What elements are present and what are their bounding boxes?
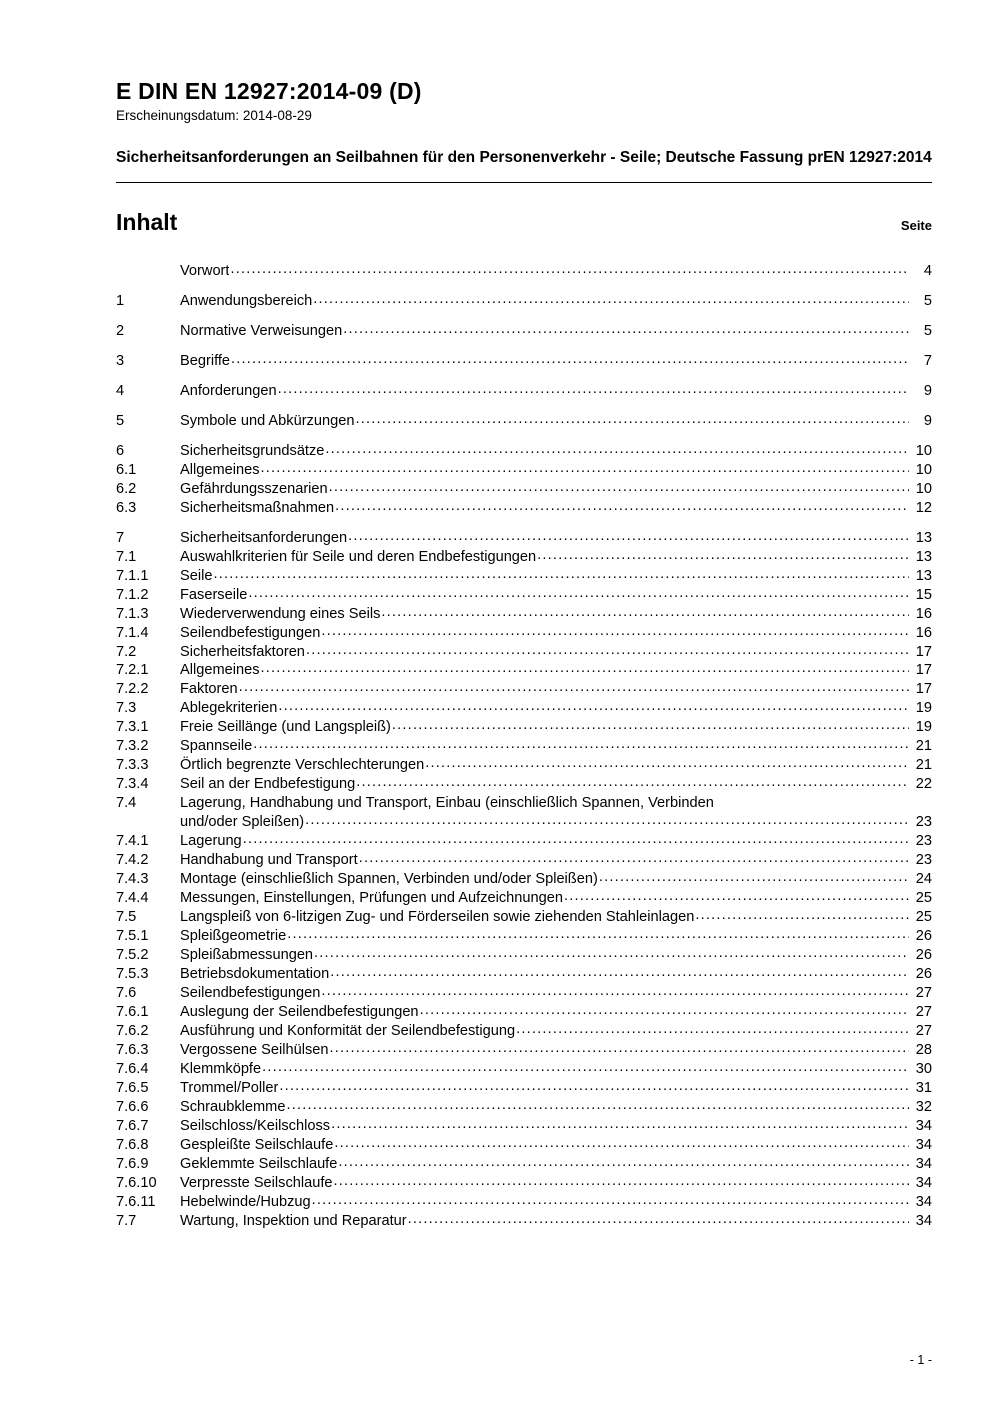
- toc-entry-page: 9: [923, 412, 932, 429]
- toc-entry-number: 3: [116, 352, 125, 369]
- toc-entry-page: 27: [915, 1022, 932, 1039]
- toc-entry-number: 7.6.7: [116, 1117, 149, 1134]
- toc-entry-label: Allgemeines: [180, 662, 260, 679]
- toc-entry-page: 34: [915, 1136, 932, 1153]
- toc-entry-page: 28: [915, 1041, 932, 1058]
- toc-entry-page: 21: [915, 757, 932, 774]
- toc-leader-dots: [262, 1058, 909, 1077]
- toc-entry-page: 13: [915, 548, 932, 565]
- toc-entry-number: 7.6.2: [116, 1022, 149, 1039]
- toc-leader-dots: [599, 868, 909, 887]
- toc-entry-label: Sicherheitsanforderungen: [180, 529, 348, 546]
- toc-leader-dots: [334, 1134, 909, 1153]
- toc-leader-dots: [239, 678, 909, 697]
- toc-leader-dots: [321, 622, 909, 641]
- toc-entry[interactable]: [116, 775, 932, 794]
- toc-entry-number: 7.6.6: [116, 1098, 149, 1115]
- toc-entry-label: Wartung, Inspektion und Reparatur: [180, 1212, 407, 1229]
- toc-heading: Inhalt: [116, 209, 178, 235]
- toc-entry-page: 10: [915, 461, 932, 478]
- toc-entry-page: 21: [915, 738, 932, 755]
- toc-entry-page: 31: [915, 1079, 932, 1096]
- toc-entry-number: 4: [116, 382, 125, 399]
- toc-leader-dots: [325, 440, 909, 459]
- toc-leader-dots: [338, 1153, 909, 1172]
- toc-entry-number: 7.2.1: [116, 662, 149, 679]
- toc-entry-label: Auswahlkriterien für Seile und deren Endbefestigungen: [180, 548, 537, 565]
- toc-entry-label: Ausführung und Konformität der Seilendbefestigung: [180, 1022, 516, 1039]
- toc-entry-number: 7.6.1: [116, 1003, 149, 1020]
- toc-entry-number: 7.2: [116, 643, 137, 660]
- toc-entry-page: 16: [915, 624, 932, 641]
- toc-entry-number: 7.3.4: [116, 776, 149, 793]
- toc-entry[interactable]: [116, 322, 932, 341]
- page-title: E DIN EN 12927:2014-09 (D): [116, 78, 422, 104]
- toc-entry-label: Sicherheitsgrundsätze: [180, 442, 325, 459]
- toc-entry-number: 7.5.3: [116, 965, 149, 982]
- table-of-contents: [116, 262, 932, 1231]
- toc-leader-dots: [425, 754, 909, 773]
- toc-leader-dots: [355, 410, 909, 429]
- toc-entry-number: 7.1.3: [116, 605, 149, 622]
- toc-entry-label: Normative Verweisungen: [180, 322, 343, 339]
- toc-entry[interactable]: [116, 499, 932, 518]
- toc-entry-label: Gespleißte Seilschlaufe: [180, 1136, 334, 1153]
- toc-entry-page: 27: [915, 1003, 932, 1020]
- toc-entry-number: 7.5: [116, 909, 137, 926]
- toc-leader-dots: [359, 849, 909, 868]
- toc-entry-label: Örtlich begrenzte Verschlechterungen: [180, 757, 425, 774]
- toc-entry-page: 13: [915, 529, 932, 546]
- toc-entry-page: 25: [915, 890, 932, 907]
- toc-entry-page: 34: [915, 1174, 932, 1191]
- toc-entry-page: 25: [915, 909, 932, 926]
- toc-entry-number: 7.6.5: [116, 1079, 149, 1096]
- toc-entry-label: Spannseile: [180, 738, 253, 755]
- toc-entry-number: 7.3: [116, 700, 137, 717]
- toc-entry-number: 7.1.2: [116, 586, 149, 603]
- toc-leader-dots: [261, 659, 910, 678]
- toc-entry-number: 2: [116, 322, 125, 339]
- toc-entry-label: Trommel/Poller: [180, 1079, 279, 1096]
- toc-entry-page: 5: [923, 322, 932, 339]
- toc-entry-page: 13: [915, 567, 932, 584]
- toc-entry-label: Gefährdungsszenarien: [180, 480, 328, 497]
- toc-leader-dots: [329, 478, 909, 497]
- toc-entry-label: Anwendungsbereich: [180, 292, 313, 309]
- toc-entry-page: 26: [915, 947, 932, 963]
- toc-entry[interactable]: [116, 1212, 932, 1231]
- toc-leader-dots: [356, 773, 909, 792]
- toc-entry-page: 16: [915, 605, 932, 622]
- toc-leader-dots: [278, 697, 909, 716]
- toc-leader-dots: [330, 963, 909, 982]
- toc-entry-number: 7.6.8: [116, 1136, 149, 1153]
- toc-entry-label: Seil an der Endbefestigung: [180, 776, 356, 793]
- toc-entry-number: 7: [116, 529, 125, 546]
- toc-leader-dots: [334, 1172, 909, 1191]
- toc-leader-dots: [381, 603, 909, 622]
- toc-entry[interactable]: [116, 292, 932, 311]
- toc-leader-dots: [516, 1020, 909, 1039]
- toc-entry-page: 5: [923, 292, 932, 309]
- toc-entry-label: Freie Seillänge (und Langspleiß): [180, 719, 391, 736]
- toc-entry[interactable]: [116, 412, 932, 431]
- toc-entry-page: 9: [923, 382, 932, 399]
- toc-entry-label: Vergossene Seilhülsen: [180, 1041, 329, 1058]
- toc-leader-dots: [278, 380, 909, 399]
- toc-leader-dots: [329, 1039, 909, 1058]
- toc-entry[interactable]: [116, 352, 932, 371]
- toc-entry-label: Handhabung und Transport: [180, 852, 358, 869]
- toc-entry-number: 7.4.3: [116, 871, 149, 888]
- toc-entry-page: 24: [915, 871, 932, 888]
- toc-entry-number: 6.1: [116, 461, 137, 478]
- toc-entry-number: 6: [116, 442, 125, 459]
- toc-entry-label: Vorwort: [180, 263, 230, 279]
- toc-leader-dots: [305, 811, 909, 830]
- toc-entry-page: 34: [915, 1155, 932, 1172]
- toc-entry-number: 7.3.1: [116, 719, 149, 736]
- toc-entry-page: 34: [915, 1212, 932, 1229]
- toc-entry-page: 15: [915, 586, 932, 603]
- toc-entry-number: 6.3: [116, 499, 137, 516]
- toc-leader-dots: [321, 982, 909, 1001]
- toc-entry-page: 30: [915, 1060, 932, 1077]
- toc-entry-page: 26: [915, 965, 932, 982]
- document-subtitle: Sicherheitsanforderungen an Seilbahnen für den Personenverkehr - Seile; Deutsche Fassung prEN 12927:2014: [116, 148, 932, 166]
- toc-entry-label: Seilendbefestigungen: [180, 624, 321, 641]
- toc-leader-dots: [313, 290, 909, 309]
- toc-leader-dots: [564, 887, 909, 906]
- toc-entry-label: Schraubklemme: [180, 1098, 286, 1115]
- toc-entry-page: 34: [915, 1193, 932, 1210]
- toc-entry-label: Lagerung, Handhabung und Transport, Einbau (einschließlich Spannen, Verbinden: [180, 795, 714, 812]
- toc-leader-dots: [348, 527, 909, 546]
- toc-entry-page: 17: [915, 643, 932, 660]
- toc-entry-label: Sicherheitsfaktoren: [180, 643, 305, 660]
- toc-entry-number: 7.6: [116, 984, 137, 1001]
- toc-entry-number: 7.2.2: [116, 681, 149, 698]
- toc-entry-page: 23: [915, 852, 932, 869]
- toc-entry-page: 34: [915, 1117, 932, 1134]
- toc-entry-number: 7.7: [116, 1212, 137, 1229]
- toc-entry-label: Faserseile: [180, 586, 248, 603]
- toc-entry-number: 7.6.9: [116, 1155, 149, 1172]
- toc-leader-dots: [335, 497, 909, 516]
- toc-entry-number: 7.1.1: [116, 567, 149, 584]
- toc-entry-number: 7.1: [116, 548, 137, 565]
- toc-entry-page: 17: [915, 662, 932, 679]
- toc-entry-number: 7.3.3: [116, 757, 149, 774]
- toc-entry-number: 7.4.4: [116, 890, 149, 907]
- toc-entry-number: 7.4: [116, 795, 137, 812]
- toc-entry-label: Betriebsdokumentation: [180, 965, 330, 982]
- toc-entry-number: 1: [116, 292, 125, 309]
- toc-leader-dots: [213, 565, 909, 584]
- toc-entry-page: 19: [915, 719, 932, 736]
- toc-entry-label: Ablegekriterien: [180, 700, 278, 717]
- toc-entry-label: Geklemmte Seilschlaufe: [180, 1155, 338, 1172]
- toc-leader-dots: [248, 584, 909, 603]
- toc-entry-label-continued: und/oder Spleißen): [180, 814, 305, 831]
- toc-leader-dots: [408, 1210, 909, 1229]
- toc-entry-number: 5: [116, 412, 125, 429]
- toc-entry-label: Seilschloss/Keilschloss: [180, 1117, 331, 1134]
- toc-entry-label: Auslegung der Seilendbefestigungen: [180, 1003, 419, 1020]
- toc-header: [116, 209, 932, 236]
- toc-entry-page: 17: [915, 681, 932, 698]
- toc-entry-label: Sicherheitsmaßnahmen: [180, 499, 335, 516]
- toc-entry-label: Spleißabmessungen: [180, 947, 314, 963]
- toc-entry-page: 22: [915, 776, 932, 793]
- toc-entry-label: Hebelwinde/Hubzug: [180, 1193, 311, 1210]
- toc-entry-page: 32: [915, 1098, 932, 1115]
- toc-entry-page: 10: [915, 442, 932, 459]
- toc-entry-number: 7.1.4: [116, 624, 149, 641]
- toc-leader-dots: [287, 925, 909, 944]
- toc-entry-page: 23: [915, 833, 932, 850]
- toc-entry-label: Seilendbefestigungen: [180, 984, 321, 1001]
- toc-entry-number: 6.2: [116, 480, 137, 497]
- toc-entry[interactable]: [116, 262, 932, 281]
- toc-entry-label: Faktoren: [180, 681, 238, 698]
- toc-entry-label: Begriffe: [180, 352, 231, 369]
- toc-leader-dots: [243, 830, 909, 849]
- toc-entry-label: Wiederverwendung eines Seils: [180, 605, 381, 622]
- toc-leader-dots: [230, 260, 909, 279]
- toc-entry-number: 7.6.10: [116, 1174, 157, 1191]
- toc-entry-label: Langspleiß von 6-litzigen Zug- und Förderseilen sowie ziehenden Stahleinlagen: [180, 909, 695, 926]
- toc-entry-page: 10: [915, 480, 932, 497]
- toc-leader-dots: [312, 1191, 909, 1210]
- toc-entry-page: 23: [915, 814, 932, 831]
- toc-leader-dots: [331, 1115, 909, 1134]
- toc-entry-label: Messungen, Einstellungen, Prüfungen und Aufzeichnungen: [180, 890, 563, 907]
- toc-entry-number: 7.5.1: [116, 928, 149, 945]
- toc-entry-label: Symbole und Abkürzungen: [180, 412, 355, 429]
- toc-entry-number: 7.6.11: [116, 1193, 156, 1210]
- toc-leader-dots: [279, 1077, 909, 1096]
- page-number: - 1 -: [909, 1353, 932, 1367]
- toc-entry-number: 7.4.2: [116, 852, 149, 869]
- toc-leader-dots: [695, 906, 909, 925]
- toc-entry[interactable]: [116, 382, 932, 401]
- toc-entry-label: Spleißgeometrie: [180, 928, 287, 945]
- toc-entry-page: 19: [915, 700, 932, 717]
- toc-entry-page: 27: [915, 984, 932, 1001]
- toc-leader-dots: [537, 546, 909, 565]
- toc-entry-number: 7.5.2: [116, 947, 149, 963]
- toc-entry-number: 7.6.4: [116, 1060, 149, 1077]
- toc-leader-dots: [420, 1001, 909, 1020]
- toc-leader-dots: [286, 1096, 909, 1115]
- toc-entry-page: 4: [923, 263, 932, 279]
- toc-entry-label: Verpresste Seilschlaufe: [180, 1174, 333, 1191]
- toc-entry-page: 12: [915, 499, 932, 516]
- toc-entry-number: 7.4.1: [116, 833, 149, 850]
- toc-leader-dots: [314, 944, 909, 963]
- toc-leader-dots: [392, 716, 909, 735]
- toc-entry-label: Montage (einschließlich Spannen, Verbinden und/oder Spleißen): [180, 871, 598, 888]
- toc-entry-number: 7.3.2: [116, 738, 149, 755]
- toc-leader-dots: [231, 350, 909, 369]
- toc-entry-label: Allgemeines: [180, 461, 260, 478]
- toc-entry-number: 7.6.3: [116, 1041, 149, 1058]
- toc-entry-page: 7: [923, 352, 932, 369]
- toc-entry-label: Seile: [180, 567, 213, 584]
- toc-page-column-heading: Seite: [900, 218, 932, 233]
- divider: [116, 182, 932, 183]
- publication-date: Erscheinungsdatum: 2014-08-29: [116, 108, 312, 124]
- toc-leader-dots: [253, 735, 909, 754]
- toc-entry-label: Lagerung: [180, 833, 242, 850]
- toc-entry-label: Klemmköpfe: [180, 1060, 262, 1077]
- toc-leader-dots: [306, 641, 909, 660]
- toc-leader-dots: [261, 459, 910, 478]
- toc-entry-page: 26: [915, 928, 932, 945]
- toc-entry-label: Anforderungen: [180, 382, 277, 399]
- toc-leader-dots: [343, 320, 909, 339]
